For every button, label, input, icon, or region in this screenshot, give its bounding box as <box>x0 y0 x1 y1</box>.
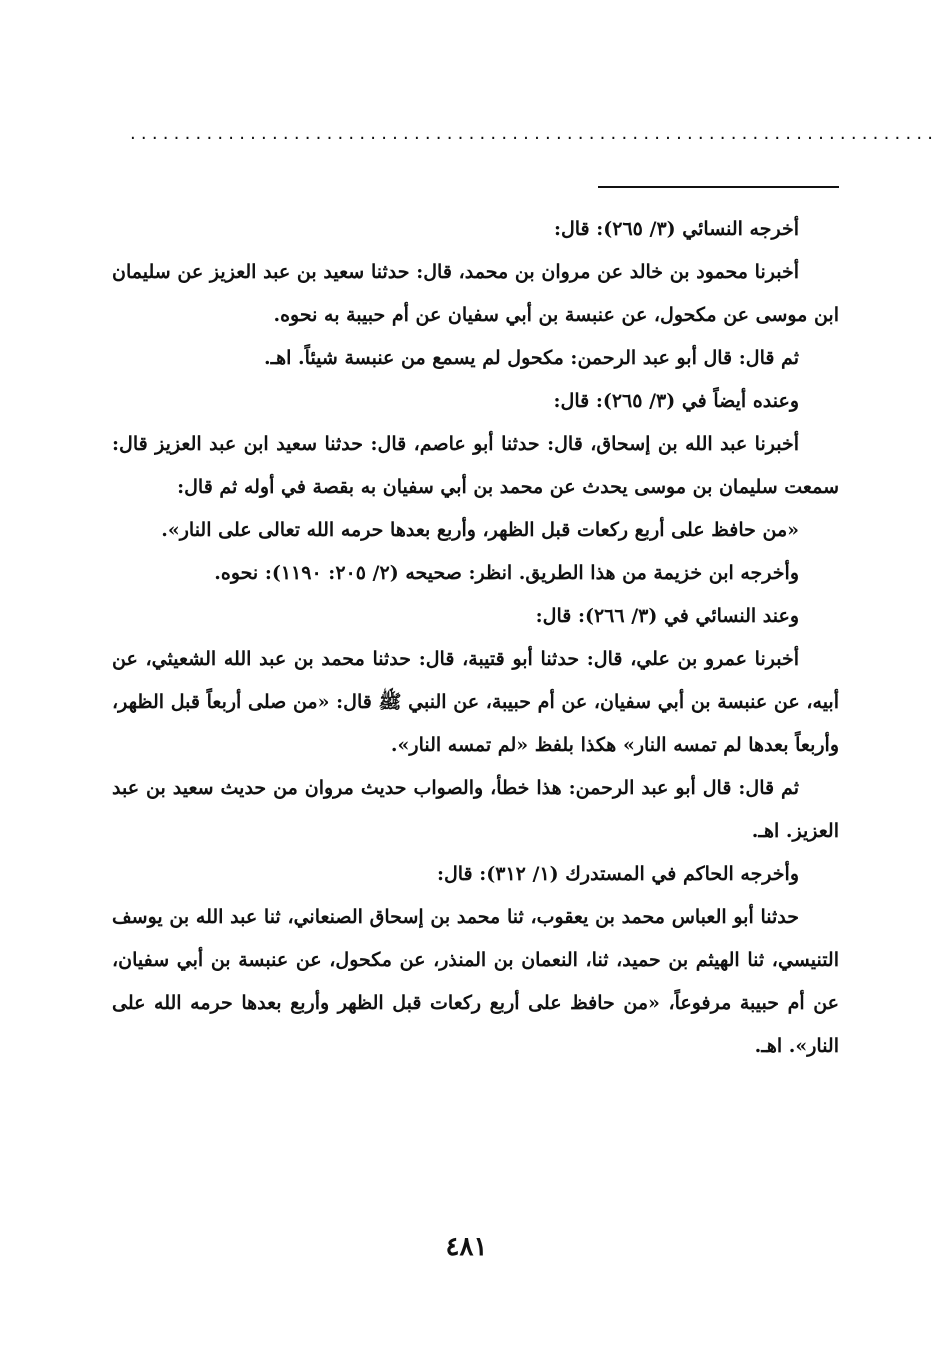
paragraph-nasai-isnad-3: أخبرنا عمرو بن علي، قال: حدثنا أبو قتيبة، قال: حدثنا محمد بن عبد الله الشعيثي، عن أبيه، عن عنبسة بن أبي سفيان، عن أم حبيبة، عن النبي ﷺ قال: «من صلى أربعاً قبل الظهر، وأربعاً بعدها لم تمسه النار» هكذا بلفظ «لم تمسه النار». <box>112 648 839 756</box>
paragraph-nasai-comment-1: ثم قال: قال أبو عبد الرحمن: مكحول لم يسمع من عنبسة شيئاً. اهـ. <box>263 347 799 369</box>
paragraph-hakim-isnad: حدثنا أبو العباس محمد بن يعقوب، ثنا محمد بن إسحاق الصنعاني، ثنا عبد الله بن يوسف التنيسي، ثنا الهيثم بن حميد، ثنا، النعمان بن المنذر، عن مكحول، عن عنبسة بن أبي سفيان، عن أم حبيبة مرفوعاً، «من حافظ على أربع ركعات قبل الظهر وأربع بعدها حرمه الله على النار». اهـ. <box>112 906 839 1057</box>
paragraph-ibn-khuzaima: وأخرجه ابن خزيمة من هذا الطريق. انظر: صحيحه (٢/ ٢٠٥: ١١٩٠): نحوه. <box>214 562 799 584</box>
paragraph-hakim-intro: وأخرجه الحاكم في المستدرك (١/ ٣١٢): قال: <box>436 863 799 885</box>
footnote-rule <box>598 186 839 188</box>
paragraph-nasai-intro: أخرجه النسائي (٣/ ٢٦٥): قال: <box>553 218 799 240</box>
paragraph-nasai-comment-2: ثم قال: قال أبو عبد الرحمن: هذا خطأ، والصواب حديث مروان من حديث سعيد بن عبد العزيز. اهـ. <box>112 777 839 842</box>
footnote-body <box>112 208 839 1068</box>
page-number: ٤٨١ <box>445 1232 488 1262</box>
paragraph-nasai-266: وعند النسائي في (٣/ ٢٦٦): قال: <box>535 605 799 627</box>
separator-dots: .......................................................................... <box>130 123 938 144</box>
paragraph-nasai-also: وعنده أيضاً في (٣/ ٢٦٥): قال: <box>553 390 799 412</box>
paragraph-nasai-isnad-2: أخبرنا عبد الله بن إسحاق، قال: حدثنا أبو عاصم، قال: حدثنا سعيد ابن عبد العزيز قال: سمعت سليمان بن موسى يحدث عن محمد بن أبي سفيان به بقصة في أوله ثم قال: <box>112 433 839 498</box>
paragraph-hadith-text: «من حافظ على أربع ركعات قبل الظهر، وأربع بعدها حرمه الله تعالى على النار». <box>161 519 799 541</box>
paragraph-nasai-isnad-1: أخبرنا محمود بن خالد عن مروان بن محمد، قال: حدثنا سعيد بن عبد العزيز عن سليمان ابن موسى عن مكحول، عن عنبسة بن أبي سفيان عن أم حبيبة به نحوه. <box>112 261 839 326</box>
